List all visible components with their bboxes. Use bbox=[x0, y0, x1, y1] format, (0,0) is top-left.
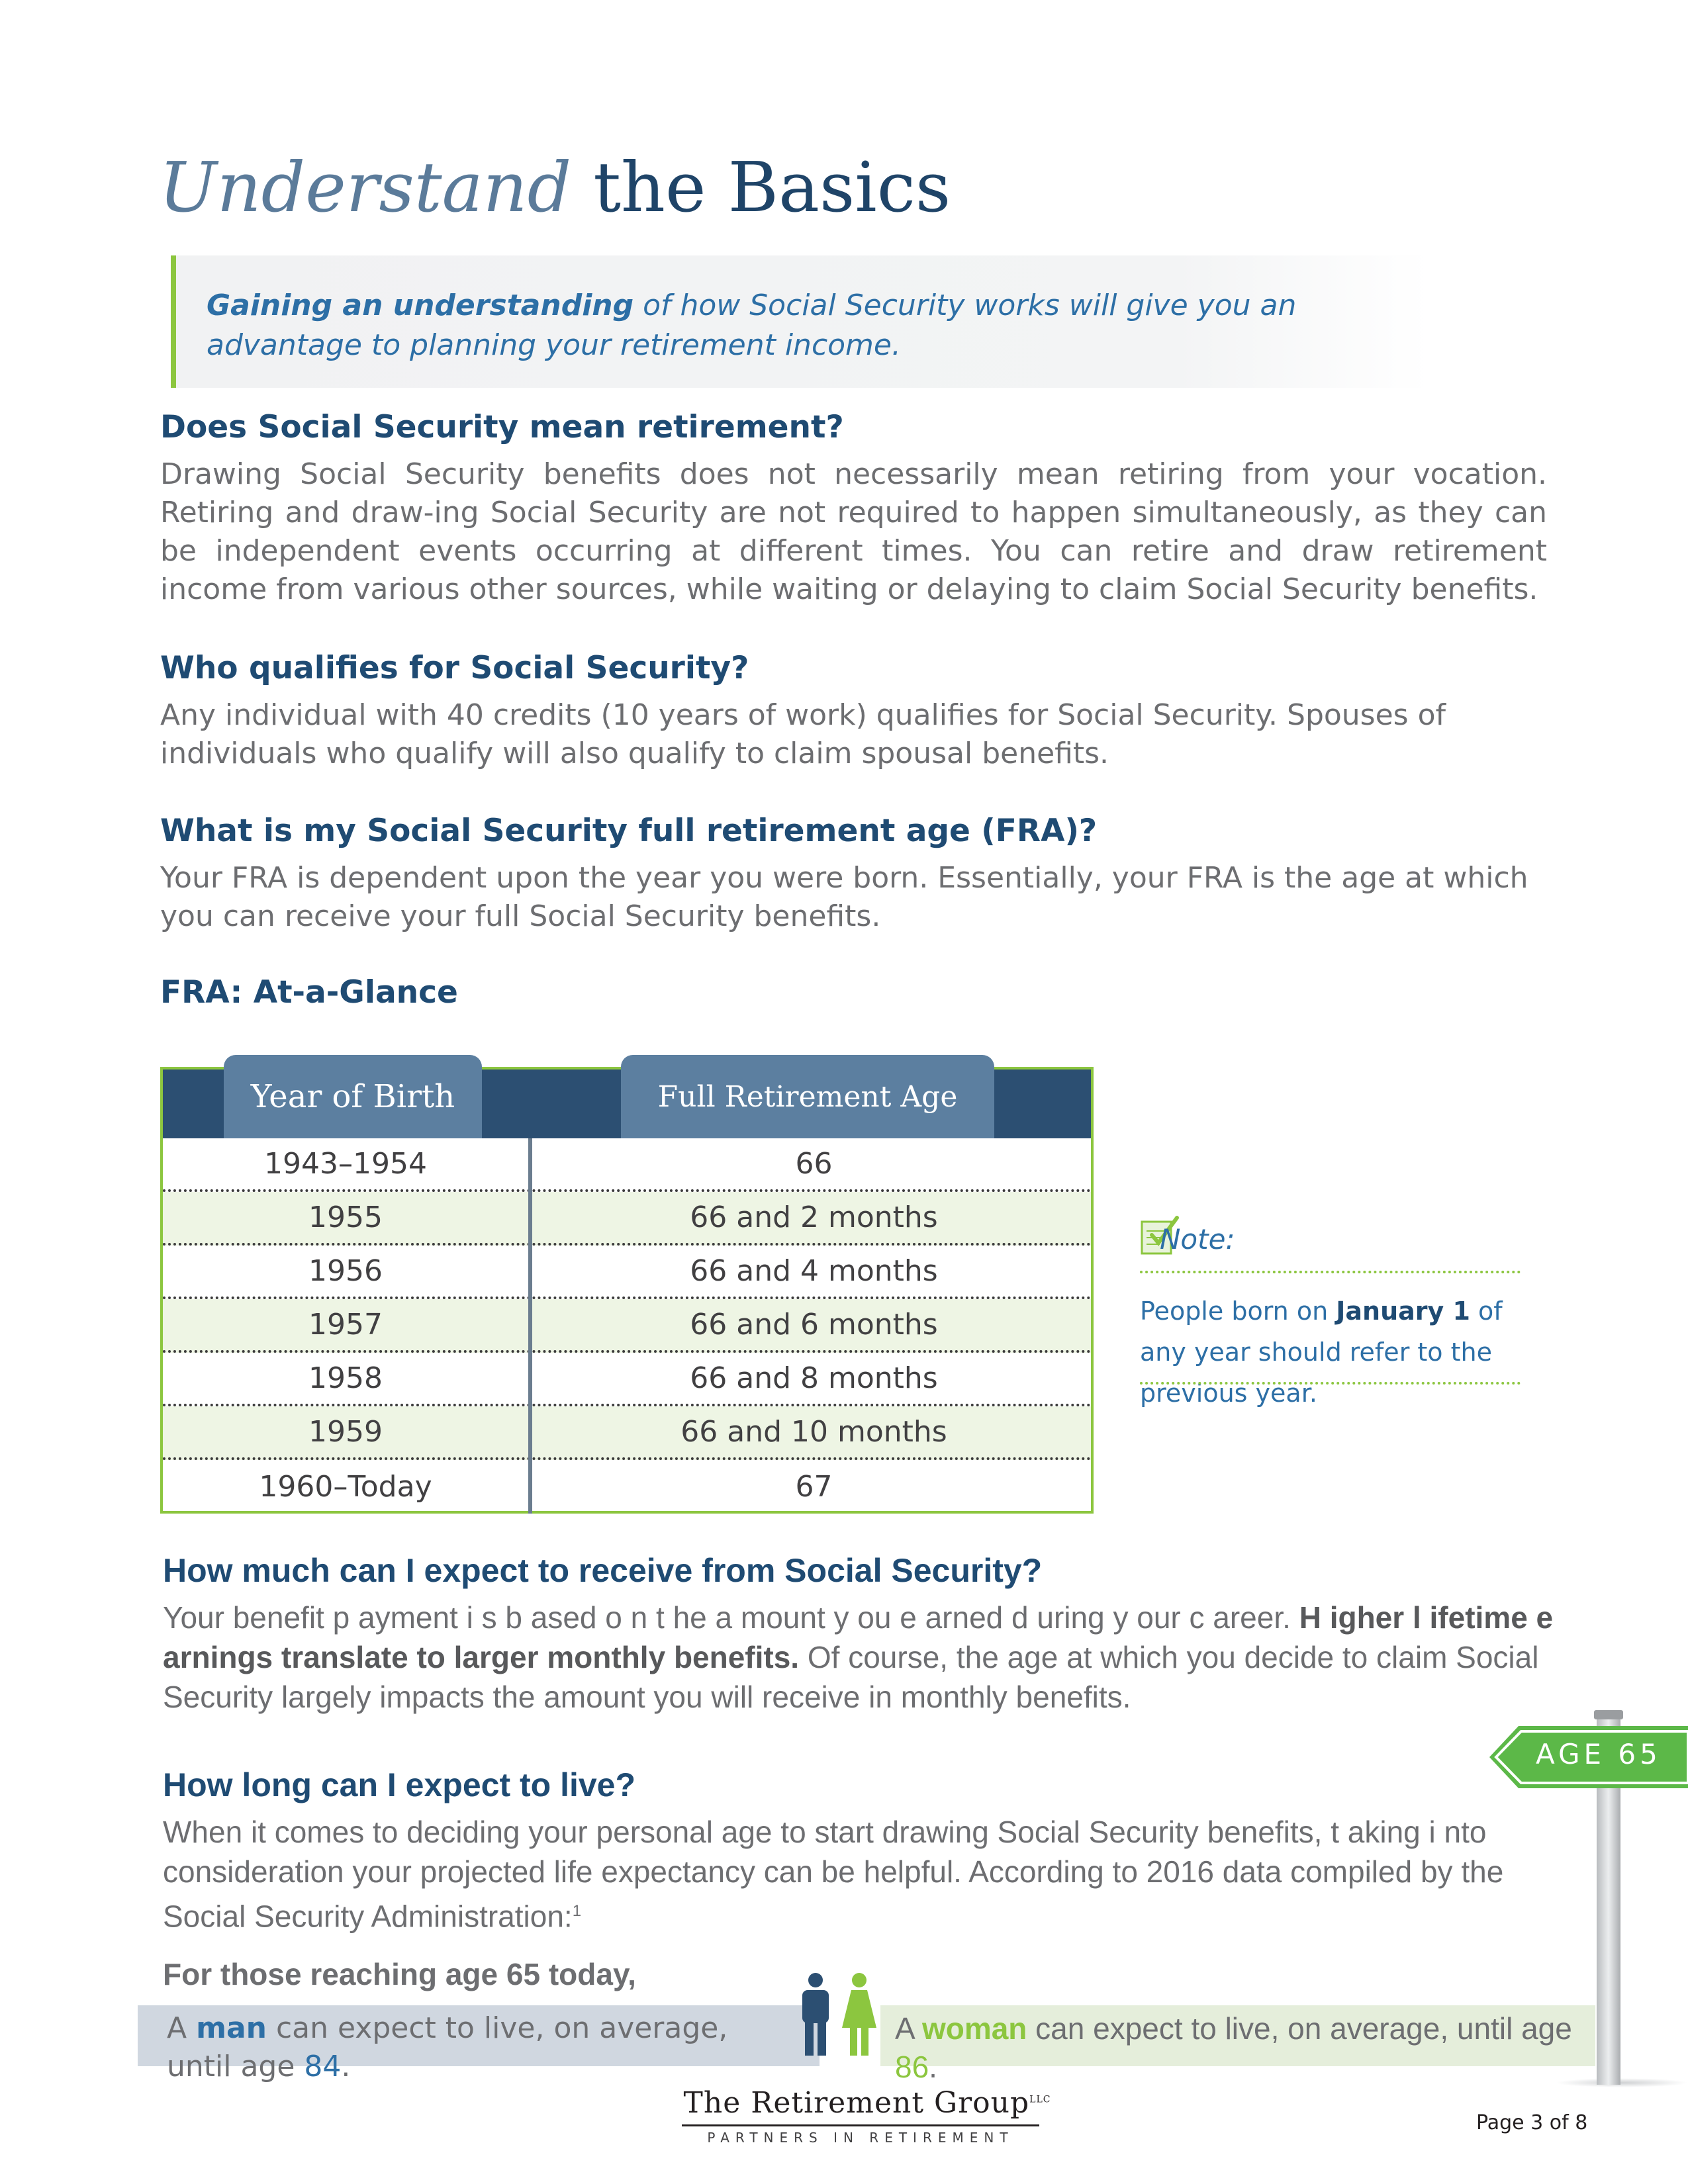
note-text bbox=[1140, 1291, 1537, 1414]
title-rest: the Basics bbox=[571, 147, 951, 228]
intro-bold: Gaining an understanding bbox=[207, 289, 634, 322]
table-cell-fra: 66 bbox=[795, 1147, 833, 1181]
table-cell-year: 1957 bbox=[308, 1308, 383, 1342]
woman-keyword: woman bbox=[921, 2011, 1027, 2046]
body-qualifies: Any individual with 40 credits (10 years of work) qualifies for Social Security. Spouses of individuals who qualify will also qualify to claim spousal benefits. bbox=[160, 698, 1446, 770]
table-cell-year: 1960–Today bbox=[259, 1470, 432, 1504]
body-live-text: When it comes to deciding your personal age to start drawing Social Security benefits, t aking i nto consideration your projected life expectancy can be helpful. According to 2016 data compiled by the Social Security Administration: bbox=[163, 1815, 1504, 1934]
man-icon bbox=[794, 1972, 837, 2057]
page-number: Page 3 of 8 bbox=[1476, 2111, 1588, 2134]
table-row bbox=[163, 1192, 1091, 1246]
logo-name bbox=[682, 2086, 1053, 2120]
woman-post: . bbox=[929, 2050, 937, 2084]
note-label: Note: bbox=[1160, 1223, 1235, 1255]
table-cell-fra: 66 and 10 months bbox=[680, 1415, 947, 1449]
table-cell-fra: 66 and 2 months bbox=[690, 1201, 938, 1234]
table-row bbox=[163, 1246, 1091, 1299]
logo-name-text: The Retirement Group bbox=[683, 2086, 1030, 2120]
table-column-divider bbox=[528, 1138, 532, 1514]
logo-rule bbox=[682, 2124, 1039, 2126]
sign-pole-cap bbox=[1594, 1710, 1623, 1719]
heading-fra: What is my Social Security full retirement age (FRA)? bbox=[160, 813, 1098, 849]
fra-table bbox=[160, 1067, 1094, 1514]
logo-llc: LLC bbox=[1029, 2094, 1051, 2105]
woman-mid: can expect to live, on average, until age bbox=[1027, 2011, 1572, 2046]
note-divider-top bbox=[1140, 1271, 1521, 1273]
table-header-year: Year of Birth bbox=[224, 1055, 482, 1138]
heading-qualifies: Who qualifies for Social Security? bbox=[160, 650, 749, 686]
woman-icon bbox=[838, 1972, 880, 2057]
title-italic: Understand bbox=[159, 147, 572, 228]
table-cell-year: 1956 bbox=[308, 1254, 383, 1288]
heading-glance: FRA: At-a-Glance bbox=[160, 974, 458, 1011]
body-fra: Your FRA is dependent upon the year you were born. Essentially, your FRA is the age at which you can receive your full Social Security benefits. bbox=[160, 861, 1528, 933]
body-receive bbox=[163, 1598, 1560, 1717]
page-title bbox=[159, 147, 951, 228]
table-cell-year: 1955 bbox=[308, 1201, 383, 1234]
man-age: 84 bbox=[304, 2050, 342, 2083]
table-cell-fra: 66 and 8 months bbox=[690, 1361, 938, 1395]
body-receive-end: Of course, the age at which you decide to claim Social Security largely impacts the amount you will receive in monthly benefits. bbox=[163, 1640, 1539, 1714]
note-text-end: of any year should refer to the previous year. bbox=[1140, 1297, 1503, 1408]
body-retirement: Drawing Social Security benefits does not necessarily mean retiring from your vocation. Retiring and draw-ing Social Security are not required to happen simultaneously, as they can be independent events occurring at different times. You can retire and draw retirement income from various other sources, while waiting or delaying to claim Social Security benefits. bbox=[160, 457, 1547, 606]
heading-retirement: Does Social Security mean retirement? bbox=[160, 409, 844, 445]
sign-label: AGE 65 bbox=[1536, 1738, 1662, 1770]
note-text-bold: January 1 bbox=[1336, 1297, 1470, 1326]
intro-text bbox=[207, 286, 1429, 365]
note-text-start: People born on bbox=[1140, 1297, 1336, 1326]
table-row bbox=[163, 1138, 1091, 1192]
table-header-bar bbox=[163, 1069, 1091, 1138]
heading-receive: How much can I expect to receive from Social Security? bbox=[163, 1552, 1043, 1589]
man-life-expectancy bbox=[167, 2009, 782, 2086]
table-row bbox=[163, 1299, 1091, 1353]
body-live bbox=[163, 1812, 1553, 1936]
table-cell-fra: 66 and 4 months bbox=[690, 1254, 938, 1288]
table-cell-year: 1958 bbox=[308, 1361, 383, 1395]
intro-rest: of how Social Security works will give you an advantage to planning your retirement income. bbox=[207, 289, 1297, 362]
man-post: . bbox=[341, 2050, 351, 2083]
man-keyword: man bbox=[196, 2011, 267, 2045]
note-divider-bottom bbox=[1140, 1382, 1521, 1385]
table-header-fra: Full Retirement Age bbox=[621, 1055, 994, 1138]
logo-tagline: PARTNERS IN RETIREMENT bbox=[707, 2130, 1014, 2146]
table-row bbox=[163, 1406, 1091, 1460]
woman-life-expectancy bbox=[895, 2009, 1590, 2086]
heading-live: How long can I expect to live? bbox=[163, 1766, 636, 1803]
intro-callout bbox=[171, 255, 1429, 388]
table-row bbox=[163, 1353, 1091, 1406]
body-receive-start: Your benefit p ayment i s b ased o n t he a mount y ou e arned d uring y our c areer. bbox=[163, 1600, 1299, 1635]
woman-pre: A bbox=[895, 2011, 922, 2046]
table-cell-fra: 67 bbox=[795, 1470, 833, 1504]
man-pre: A bbox=[167, 2011, 197, 2045]
footnote-marker: 1 bbox=[572, 1902, 582, 1920]
woman-age: 86 bbox=[895, 2050, 929, 2084]
subheading-age65: For those reaching age 65 today, bbox=[163, 1957, 636, 1991]
table-row bbox=[163, 1460, 1091, 1514]
man-mid: can expect to live, on average, until age bbox=[167, 2011, 728, 2083]
table-cell-fra: 66 and 6 months bbox=[690, 1308, 938, 1342]
table-cell-year: 1943–1954 bbox=[264, 1147, 427, 1181]
body-receive-bold: H igher l ifetime e arnings translate to larger monthly benefits. bbox=[163, 1600, 1554, 1674]
table-cell-year: 1959 bbox=[308, 1415, 383, 1449]
